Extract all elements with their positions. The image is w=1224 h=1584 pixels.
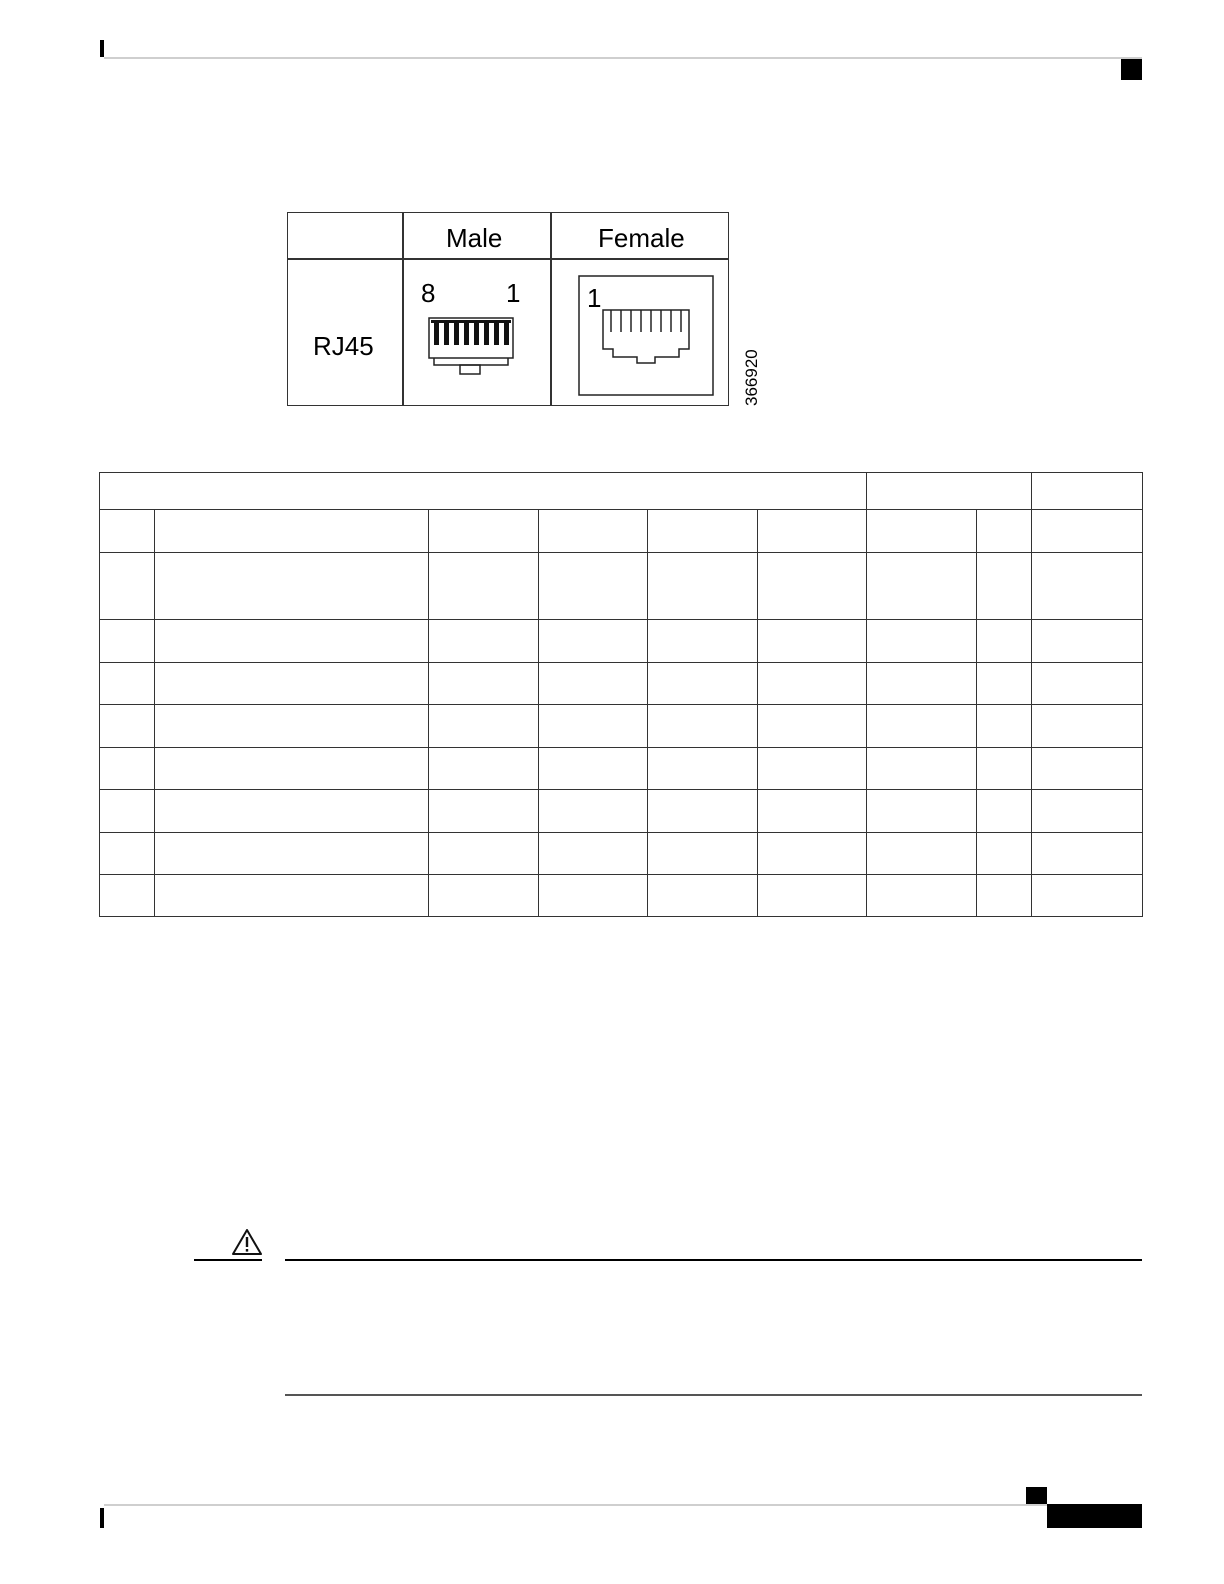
table-row	[100, 663, 1143, 705]
caution-bottom-rule	[285, 1394, 1142, 1396]
header-rule	[104, 57, 1142, 59]
table-header-row	[100, 510, 1143, 553]
figure-header-male: Male	[446, 223, 503, 253]
table-header-cell	[155, 510, 429, 553]
table-header-cell	[977, 510, 1032, 553]
caution-icon-underline	[194, 1259, 262, 1261]
caution-triangle-icon	[231, 1228, 263, 1256]
male-pin-label-right: 1	[506, 278, 521, 308]
header-marker	[100, 40, 104, 57]
table-header-cell	[539, 510, 648, 553]
rj45-male-plug-icon	[426, 313, 518, 383]
table-group-header	[867, 473, 1032, 510]
table-header-cell	[867, 510, 977, 553]
table-row	[100, 833, 1143, 875]
table-row	[100, 620, 1143, 663]
footer-page-tab	[1047, 1504, 1142, 1528]
figure-id	[740, 344, 764, 408]
table-group-header	[100, 473, 867, 510]
male-pin-label-left: 8	[421, 278, 436, 308]
table-header-cell	[648, 510, 758, 553]
table-header-cell	[100, 510, 155, 553]
pinout-table	[99, 472, 1143, 917]
rj45-female-jack-icon	[578, 275, 715, 397]
footer-corner-tab	[1026, 1487, 1047, 1504]
female-pin-label: 1	[587, 283, 602, 313]
table-header-cell	[429, 510, 539, 553]
rj45-connector-figure	[287, 212, 729, 406]
table-header-cell	[758, 510, 867, 553]
table-row	[100, 875, 1143, 917]
header-corner-tab	[1121, 59, 1142, 80]
figure-header-female: Female	[598, 223, 685, 253]
table-header-cell	[1032, 510, 1143, 553]
figure-id-text: 366920	[742, 349, 761, 406]
table-group-header-row	[100, 473, 1143, 510]
table-row	[100, 790, 1143, 833]
table-row	[100, 705, 1143, 748]
caution-top-rule	[285, 1259, 1142, 1261]
table-group-header	[1032, 473, 1143, 510]
footer-rule	[104, 1504, 1047, 1506]
figure-row-label: RJ45	[313, 331, 374, 361]
footer-marker	[100, 1508, 104, 1528]
table-row	[100, 748, 1143, 790]
table-row	[100, 553, 1143, 620]
